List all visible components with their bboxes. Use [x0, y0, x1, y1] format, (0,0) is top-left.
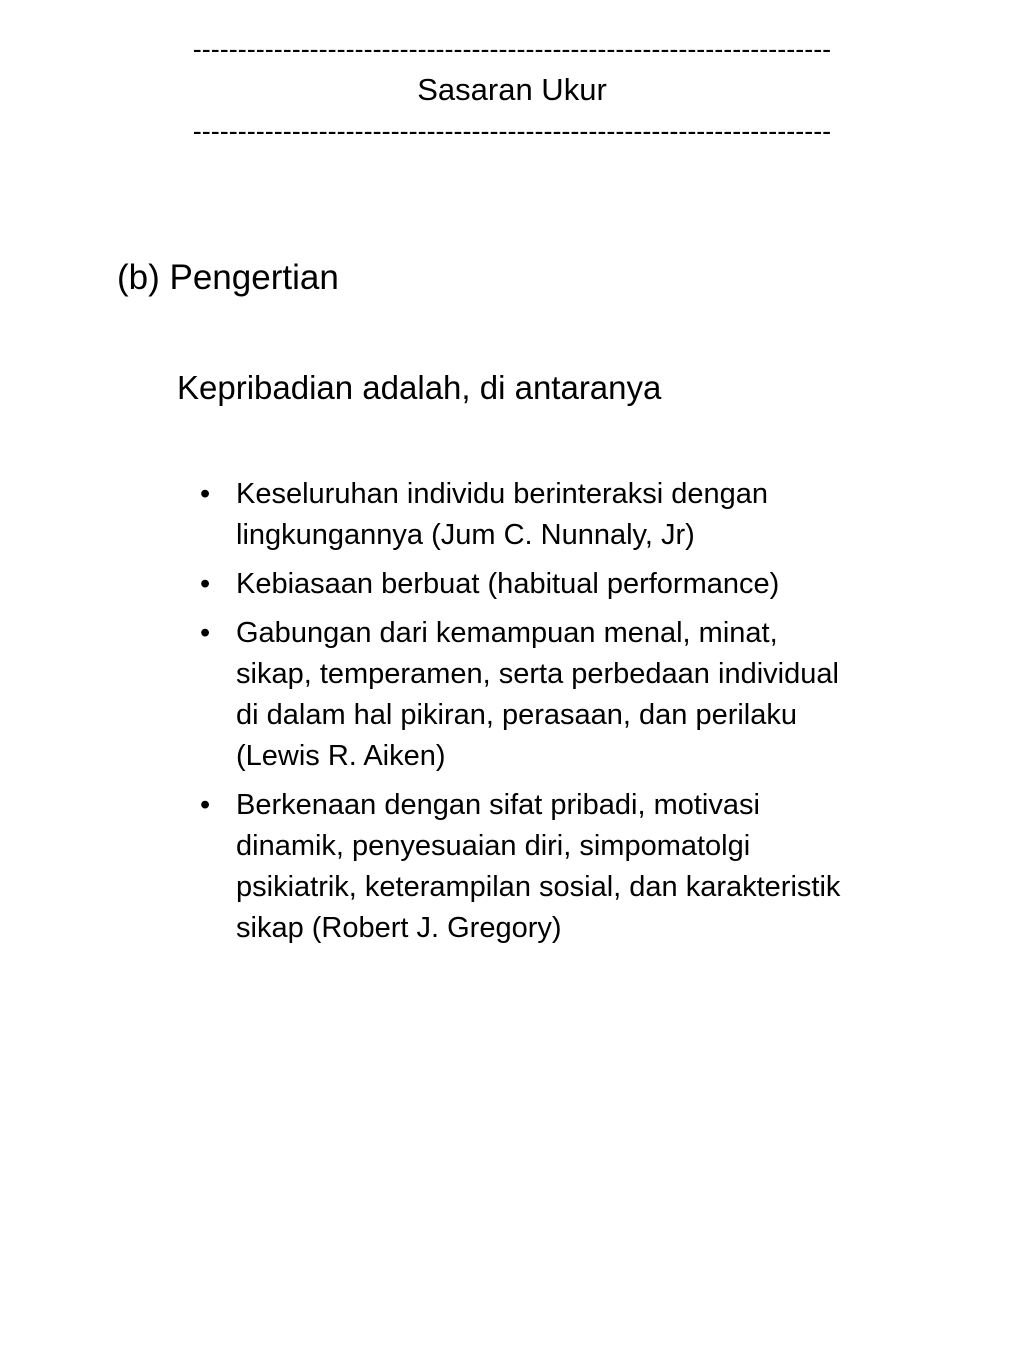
header-divider-bottom: -----------------------------------------------------------------------	[192, 116, 832, 146]
list-item-line: (Lewis R. Aiken)	[236, 740, 446, 772]
list-item-line: psikiatrik, keterampilan sosial, dan karakteristik	[236, 871, 841, 903]
list-item	[200, 474, 990, 556]
header-divider-top: -----------------------------------------------------------------------	[192, 34, 832, 64]
list-item-line: dinamik, penyesuaian diri, simpomatolgi	[236, 830, 751, 862]
list-item	[200, 785, 990, 949]
list-item-line: lingkungannya (Jum C. Nunnaly, Jr)	[236, 519, 695, 551]
bullet-icon: •	[200, 568, 211, 600]
bullet-icon: •	[200, 789, 211, 821]
definition-list	[200, 474, 990, 957]
section-heading: (b) Pengertian	[117, 258, 339, 297]
page-title: Sasaran Ukur	[417, 72, 607, 107]
list-item-line: Keseluruhan individu berinteraksi dengan	[236, 478, 769, 510]
list-item-line: di dalam hal pikiran, perasaan, dan perilaku	[236, 699, 798, 731]
bullet-icon: •	[200, 478, 211, 510]
list-item-line: sikap, temperamen, serta perbedaan individual	[236, 658, 839, 690]
page-header	[0, 32, 1024, 148]
list-item	[200, 613, 990, 777]
list-item-line: Gabungan dari kemampuan menal, minat,	[236, 617, 778, 649]
list-item	[200, 564, 990, 605]
bullet-icon: •	[200, 617, 211, 649]
list-item-line: Berkenaan dengan sifat pribadi, motivasi	[236, 789, 760, 821]
section-intro: Kepribadian adalah, di antaranya	[177, 369, 662, 406]
list-item-line: sikap (Robert J. Gregory)	[236, 912, 562, 944]
list-item-line: Kebiasaan berbuat (habitual performance)	[236, 568, 780, 600]
